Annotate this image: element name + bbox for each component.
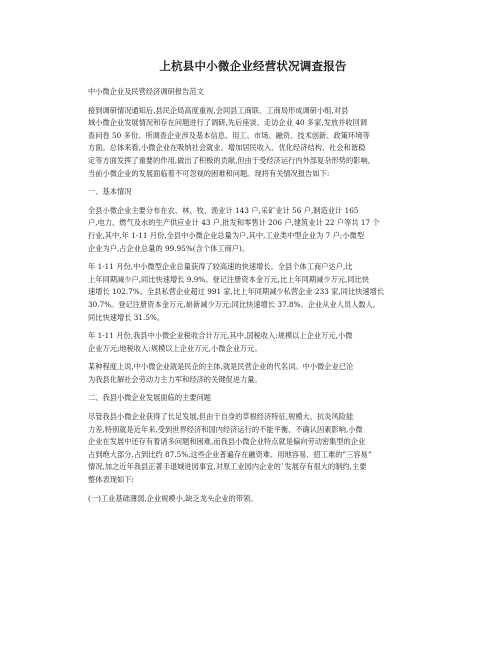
paragraph-line: 30.7%。登记注册资本金万元,崭新减少万元;同比快速增长 37.8%。企业从业人员人数人,: [88, 299, 376, 309]
paragraph-line: 全县小微企业主要分布在农、林、牧、渔业计 143 户,采矿业计 56 户,制造业计 165: [88, 205, 359, 215]
paragraph-line: 年 1-11 月份,我县中小微企业税收合计万元,其中,国税收入:规模以上企业万元,小微: [88, 331, 353, 341]
paragraph-line: 户,电力、燃气及水的生产供应业计 43 户,批发和零售计 206 户,建筑业计 22 户等共 17 个: [88, 218, 380, 228]
paragraph-line: 同比快速增长 31.5%。: [88, 312, 165, 322]
paragraph: [88, 205, 418, 255]
paragraph-line: (一)工业基础薄弱,企业规模小,缺乏龙头企业的带领。: [88, 493, 258, 503]
paragraph-line: 方面。总体来看,小微企业在吸纳社会就业、增加居民收入、优化经济结构、社会和谐稳: [88, 143, 366, 153]
paragraph-line: 企业为户,占企业总量的 99.95%(含个体工商户)。: [88, 243, 250, 253]
paragraph-line: 企业万元;地税收入:规模以上企业万元,小微企业万元。: [88, 343, 262, 353]
paragraph-line: 行业,其中,年 1-11 月份,全县中小微企业总量为户,其中,工业类中型企业为 7 户;小微型: [88, 230, 365, 240]
paragraph-line: 某种程度上说,中小微企业就是民企的主体,就是民营企业的代名词。中小微企业已沦: [88, 362, 354, 372]
paragraph-line: 当前小微企业的发展面临着不可忽视的困难和问题。现将有关情况报告如下:: [88, 168, 330, 178]
paragraph: [88, 493, 418, 506]
paragraph-line: 企业在发展中还存有着诸多问题和困难,而我县小微企业特点就是偏向劳动密集型的企业: [88, 437, 366, 447]
paragraph-line: 力差,特别就是近年来,受到世界经济和国内经济运行的不能平衡、不确认因素影响,小微: [88, 424, 363, 434]
paragraph-line: 一、基本情况: [88, 187, 132, 197]
paragraph-line: 占到绝大部分,占到比约 87.5%,这些企业普遍存在融资难、用地容易、招工难的”三容易”: [88, 449, 372, 459]
paragraph: [88, 330, 418, 355]
paragraph-line: 查问卷 50 多份。所调查企业涉及基本信息、用工、市场、融资、技术创新、政策环境等: [88, 130, 370, 140]
document-body: [88, 105, 418, 506]
paragraph-line: 接到调研情况通知后,县民企局高度重视,会同县工商联、工商局形成调研小组,对县: [88, 105, 349, 115]
paragraph-line: 年 1-11 月份,中小微型企业总量获得了较高速的快速增长。全县个体工商户达户,比: [88, 262, 353, 272]
paragraph: [88, 105, 418, 181]
paragraph-line: 情况,加之近年我县正著手退城进园事宜,对原工业园内企业的`发展存有很大的制约,主要: [88, 462, 367, 472]
document-subtitle: [88, 86, 418, 99]
paragraph-line: 上年同期减少户,同比快速增长 9.9%。登记注册资本金万元,比上年同期减少万元,同比快: [88, 274, 370, 284]
paragraph-line: 定等方面发挥了重要的作用,做出了积极的贡献,但由于受经济运行内外部复杂形势的影响,: [88, 155, 371, 165]
paragraph-line: 域小微企业发展情况和存在问题进行了调研,先后座谈、走访企业 40 多家,发放并收回调: [88, 118, 368, 128]
paragraph-line: 二、我县小微企业发展面临的主要问题: [88, 393, 212, 403]
paragraph: [88, 361, 418, 386]
subtitle-text: 中小微企业及民营经济调研报告范文: [88, 87, 204, 96]
paragraph: [88, 392, 418, 405]
paragraph: [88, 261, 418, 324]
paragraph-line: 为我县化解社会劳动力主力军和经济的关键促进力量。: [88, 374, 262, 384]
document-title: 上杭县中小微企业经营状况调查报告: [159, 59, 347, 73]
paragraph: [88, 411, 418, 487]
paragraph-line: 速增长 102.7%。全县私营企业超过 991 家,比上年同期减少私营企业 233 家,同比快速增长: [88, 287, 385, 297]
paragraph-line: 尽管我县小微企业获得了长足发展,但由于自身的草根经济特征,规模大、抗炎风险能: [88, 412, 354, 422]
paragraph-line: 整体表现如下:: [88, 475, 134, 485]
paragraph: [88, 186, 418, 199]
